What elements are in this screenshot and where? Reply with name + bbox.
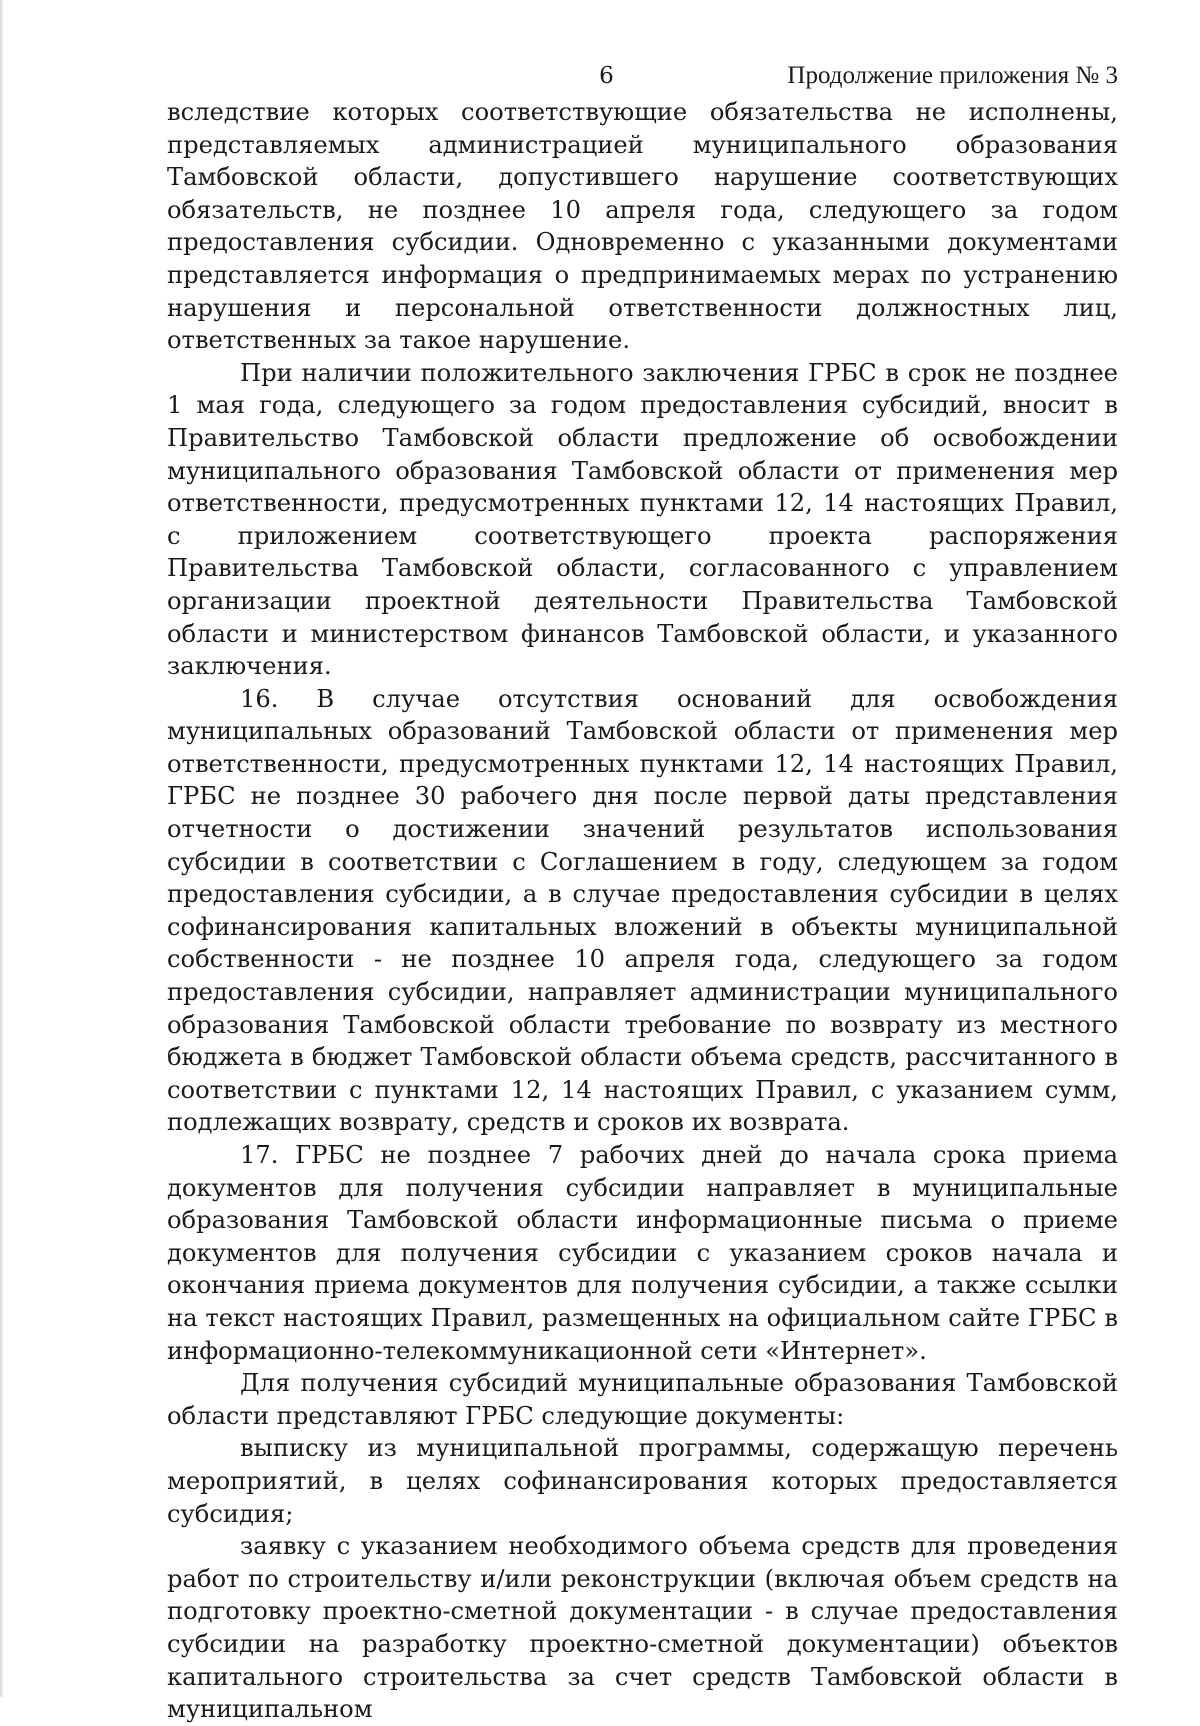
paragraph: Для получения субсидий муниципальные образования Тамбовской области представляют ГРБС следующие документы: [167,1369,1118,1430]
paragraph-item-17: 17. ГРБС не позднее 7 рабочих дней до начала срока приема документов для получения субсидии направляет в муниципальные образования Тамбовской области информационные письма о приеме документов для получения субсидии с указанием сроков начала и окончания приема документов для получения субсидии, а также ссылки на текст настоящих Правил, размещенных на официальном сайте ГРБС в информационно-телекоммуникационной сети «Интернет». [167,1141,1118,1365]
paragraph-item-16: 16. В случае отсутствия оснований для освобождения муниципальных образований Тамбовской области от применения мер ответственности, предусмотренных пунктами 12, 14 настоящих Правил, ГРБС не позднее 30 рабочего дня после первой даты представления отчетности о достижении значений результатов использования субсидии в соответствии с Соглашением в году, следующем за годом предоставления субсидии, а в случае предоставления субсидии в целях софинансирования капитальных вложений в объекты муниципальной собственности - не позднее 10 апреля года, следующего за годом предоставления субсидии, направляет администрации муниципального образования Тамбовской области требование по возврату из местного бюджета в бюджет Тамбовской области объема средств, рассчитанного в соответствии с пунктами 12, 14 настоящих Правил, с указанием сумм, подлежащих возврату, средств и сроков их возврата. [167,684,1118,1137]
page-header [167,58,1118,94]
paragraph-list-entry: заявку с указанием необходимого объема средств для проведения работ по строительству и/или реконструкции (включая объем средств на подготовку проектно-сметной документации - в случае предоставления субсидии на разработку проектно-сметной документации) объектов капитального строительства за счет средств Тамбовской области в муниципальном [167,1532,1118,1724]
appendix-continuation-label: Продолжение приложения № 3 [787,62,1118,89]
paragraph: При наличии положительного заключения ГРБС в срок не позднее 1 мая года, следующего за годом предоставления субсидий, вносит в Правительство Тамбовской области предложение об освобождении муниципального образования Тамбовской области от применения мер ответственности, предусмотренных пунктами 12, 14 настоящих Правил, с приложением соответствующего проекта распоряжения Правительства Тамбовской области, согласованного с управлением организации проектной деятельности Правительства Тамбовской области и министерством финансов Тамбовской области, и указанного заключения. [167,358,1118,681]
paragraph: вследствие которых соответствующие обязательства не исполнены, представляемых администрацией муниципального образования Тамбовской области, допустившего нарушение соответствующих обязательств, не позднее 10 апреля года, следующего за годом предоставления субсидии. Одновременно с указанными документами представляется информация о предпринимаемых мерах по устранению нарушения и персональной ответственности должностных лиц, ответственных за такое нарушение. [167,98,1118,355]
document-body [167,96,1118,1726]
page-number: 6 [599,63,614,89]
paragraph-list-entry: выписку из муниципальной программы, содержащую перечень мероприятий, в целях софинансирования которых предоставляется субсидия; [167,1434,1118,1528]
scan-edge-shadow [0,0,4,1697]
